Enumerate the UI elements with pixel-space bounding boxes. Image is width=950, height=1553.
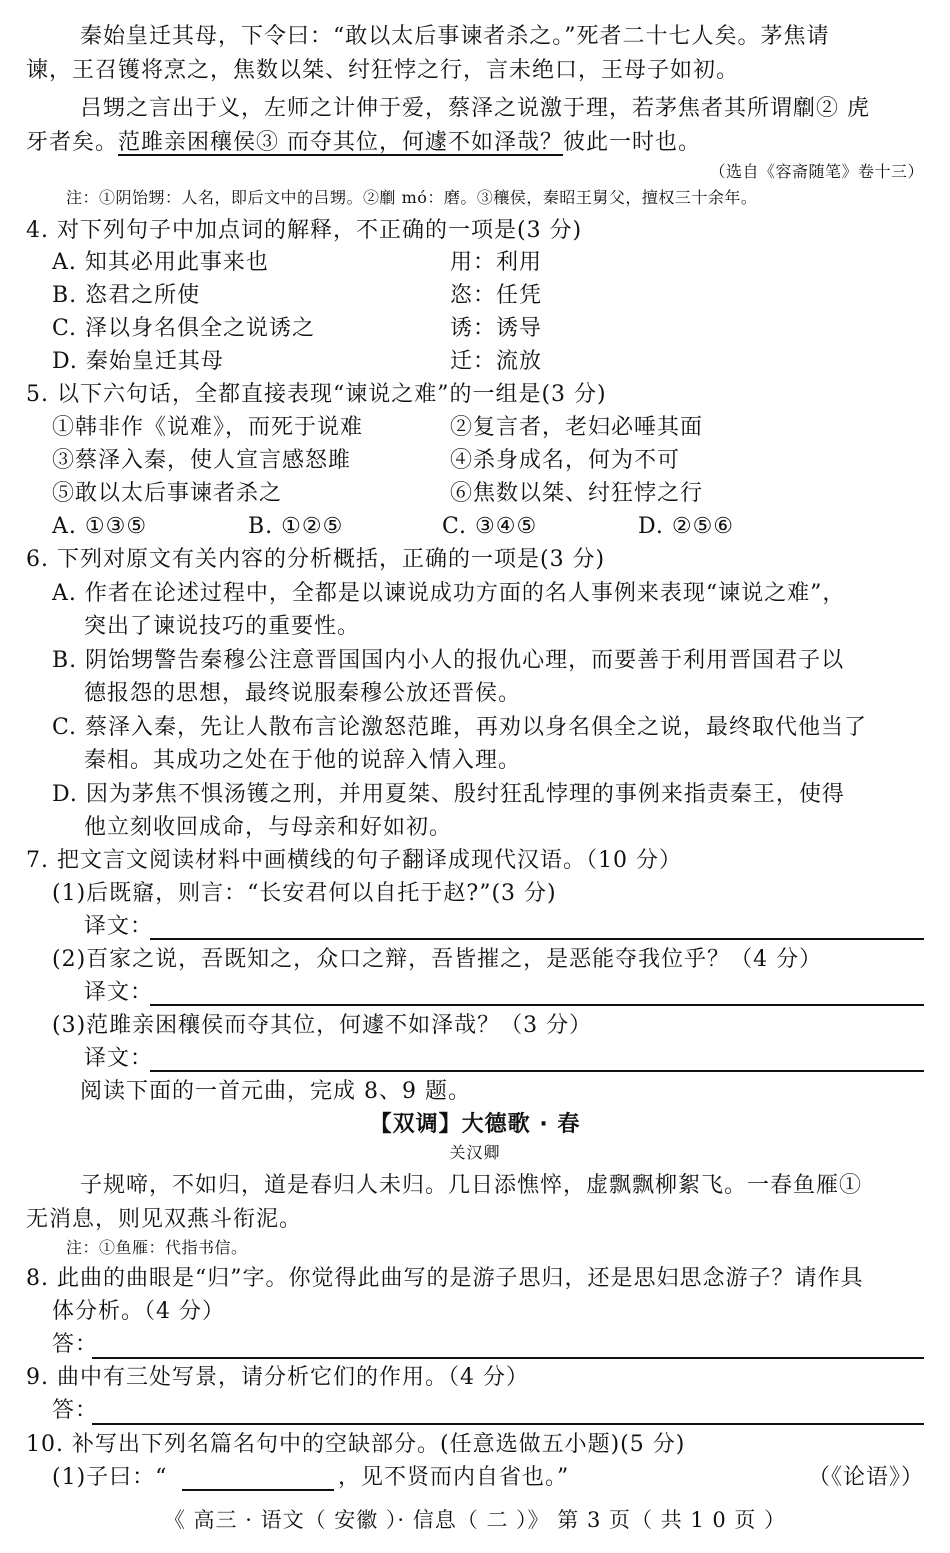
q6-option-b-line2: 德报怨的思想，最终说服秦穆公放还晋侯。 xyxy=(84,681,522,706)
passage-p2-line1: 吕甥之言出于义，左师之计伸于爱，蔡泽之说激于理，若茅焦者其所谓劘② 虎 xyxy=(80,96,870,121)
q8-stem-line2: 体分析。（4 分） xyxy=(52,1299,225,1324)
q7-sentence-1: (1)后既窹，则言：“长安君何以自托于赵?”(3 分) xyxy=(52,881,557,906)
q4-option-c-explanation: 诱：诱导 xyxy=(450,316,543,341)
q6-stem: 6. 下列对原文有关内容的分析概括，正确的一项是(3 分) xyxy=(26,547,606,572)
passage-p2-line2 xyxy=(26,132,701,154)
q4-option-d-explanation: 迁：流放 xyxy=(450,349,543,374)
passage-p2-tail: 彼此一时也。 xyxy=(563,130,702,155)
q7-translation-label-2: 译文： xyxy=(84,980,154,1005)
q5-sentence-1: ①韩非作《说难》，而死于说难 xyxy=(52,415,364,440)
poem-line-2: 无消息，则见双燕斗衔泥。 xyxy=(26,1207,303,1232)
poem-line-1: 子规啼，不如归，道是春归人未归。几日添憔悴，虚飘飘柳絮飞。一春鱼雁① xyxy=(80,1173,863,1198)
q10-sentence-1-source: （《论语》） xyxy=(807,1465,924,1490)
q10-sentence-1-blank[interactable] xyxy=(182,1489,334,1491)
q10-sentence-1-suffix: ，见不贤而内自省也。” xyxy=(338,1465,570,1490)
page-footer: 《 高三 · 语文（ 安徽 ）· 信息（ 二 ）》 第 3 页（ 共 1 0 页 ） xyxy=(163,1508,787,1532)
q4-option-b: B. 恣君之所使 xyxy=(52,283,201,308)
q4-option-d: D. 秦始皇迁其母 xyxy=(52,349,224,374)
passage-p1-line1: 秦始皇迁其母，下令曰：“敢以太后事谏者杀之。”死者二十七人矣。茅焦请 xyxy=(80,24,830,49)
q5-option-a: A. ①③⑤ xyxy=(52,514,148,539)
q6-option-a-line2: 突出了谏说技巧的重要性。 xyxy=(84,614,361,639)
q8-answer-line[interactable] xyxy=(92,1357,924,1359)
passage-underlined-sentence: 范雎亲困穰侯③ 而夺其位，何遽不如泽哉？ xyxy=(118,130,564,155)
q5-sentence-2: ②复言者，老妇必唾其面 xyxy=(450,415,704,440)
poem-author: 关汉卿 xyxy=(449,1143,501,1162)
q7-translation-answer-line-1[interactable] xyxy=(150,938,924,940)
q5-stem: 5. 以下六句话，全都直接表现“谏说之难”的一组是(3 分) xyxy=(26,382,607,407)
q8-answer-label: 答： xyxy=(52,1332,99,1357)
q7-sentence-3: (3)范雎亲困穰侯而夺其位，何遽不如泽哉？（3 分） xyxy=(52,1013,593,1038)
q5-option-d: D. ②⑤⑥ xyxy=(638,514,735,539)
q6-option-d-line1: D. 因为茅焦不惧汤镬之刑，并用夏桀、殷纣狂乱悖理的事例来指责秦王，使得 xyxy=(52,782,845,807)
poem-title: 【双调】大德歌 · 春 xyxy=(369,1112,581,1137)
q4-option-a-explanation: 用：利用 xyxy=(450,250,543,275)
q5-sentence-6: ⑥焦数以桀、纣狂悖之行 xyxy=(450,481,704,506)
q7-translation-answer-line-3[interactable] xyxy=(150,1070,924,1072)
passage-note: 注：①阴饴甥：人名，即后文中的吕甥。②劘 mó：磨。③穰侯，秦昭王舅父，擅权三十余年。 xyxy=(66,188,758,207)
passage-p2-plain: 牙者矣。 xyxy=(26,130,119,155)
poem-intro: 阅读下面的一首元曲，完成 8、9 题。 xyxy=(80,1079,471,1104)
poem-note: 注：①鱼雁：代指书信。 xyxy=(66,1238,248,1257)
q6-option-b-line1: B. 阴饴甥警告秦穆公注意晋国国内小人的报仇心理，而要善于利用晋国君子以 xyxy=(52,648,845,673)
q4-stem: 4. 对下列句子中加点词的解释，不正确的一项是(3 分) xyxy=(26,218,583,243)
q8-stem-line1: 8. 此曲的曲眼是“归”字。你觉得此曲写的是游子思归，还是思妇思念游子？请作具 xyxy=(26,1266,864,1291)
q9-answer-line[interactable] xyxy=(92,1423,924,1425)
q7-stem: 7. 把文言文阅读材料中画横线的句子翻译成现代汉语。（10 分） xyxy=(26,848,682,873)
q6-option-d-line2: 他立刻收回成命，与母亲和好如初。 xyxy=(84,815,453,840)
q4-option-a: A. 知其必用此事来也 xyxy=(52,250,269,275)
q10-sentence-1-prefix: (1)子曰：“ xyxy=(52,1465,168,1490)
q7-sentence-2: (2)百家之说，吾既知之，众口之辩，吾皆摧之，是恶能夺我位乎？（4 分） xyxy=(52,947,823,972)
q7-translation-label-3: 译文： xyxy=(84,1046,154,1071)
q10-stem: 10. 补写出下列名篇名句中的空缺部分。(任意选做五小题)(5 分) xyxy=(26,1432,686,1457)
q7-translation-answer-line-2[interactable] xyxy=(150,1004,924,1006)
passage-source: （选自《容斋随笔》卷十三） xyxy=(709,162,924,181)
q5-sentence-3: ③蔡泽入秦，使人宣言感怒雎 xyxy=(52,448,352,473)
q5-sentence-5: ⑤敢以太后事谏者杀之 xyxy=(52,481,283,506)
q9-stem: 9. 曲中有三处写景，请分析它们的作用。（4 分） xyxy=(26,1365,529,1390)
q4-option-c: C. 泽以身名俱全之说诱之 xyxy=(52,316,316,341)
q5-option-b: B. ①②⑤ xyxy=(248,514,344,539)
passage-p1-line2: 谏，王召镬将烹之，焦数以桀、纣狂悖之行，言未绝口，王母子如初。 xyxy=(26,58,740,83)
q7-translation-label-1: 译文： xyxy=(84,914,154,939)
q9-answer-label: 答： xyxy=(52,1398,99,1423)
q6-option-c-line2: 秦相。其成功之处在于他的说辞入情入理。 xyxy=(84,748,522,773)
q6-option-c-line1: C. 蔡泽入秦，先让人散布言论激怒范雎，再劝以身名俱全之说，最终取代他当了 xyxy=(52,715,868,740)
q6-option-a-line1: A. 作者在论述过程中，全都是以谏说成功方面的名人事例来表现“谏说之难”， xyxy=(52,581,846,606)
q5-option-c: C. ③④⑤ xyxy=(442,514,538,539)
q4-option-b-explanation: 恣：任凭 xyxy=(450,283,543,308)
q5-sentence-4: ④杀身成名，何为不可 xyxy=(450,448,681,473)
